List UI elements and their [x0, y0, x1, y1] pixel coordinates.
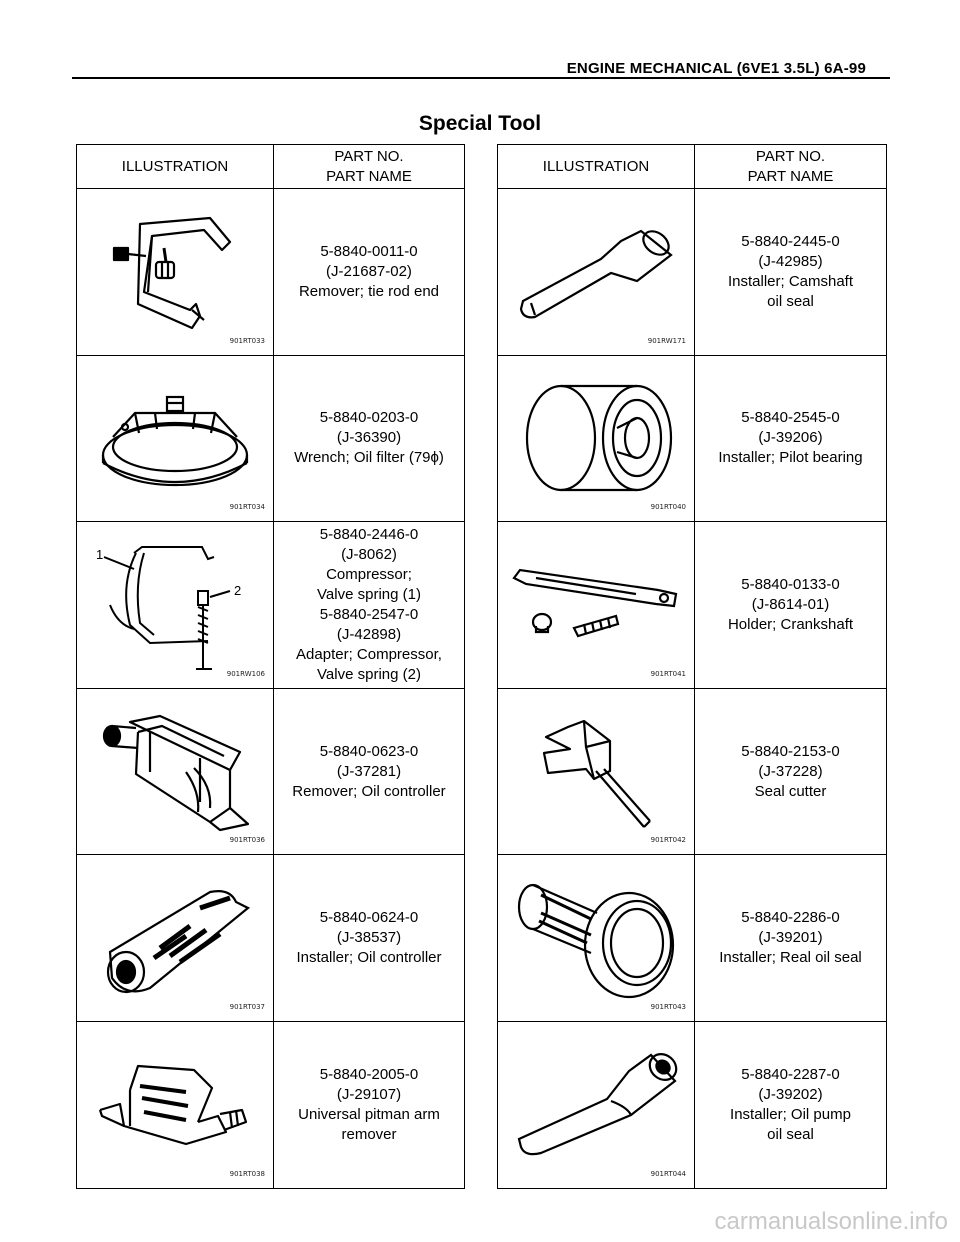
- part-info-cell: [695, 189, 887, 356]
- figure-code: 901RW171: [647, 336, 686, 345]
- table-row: [77, 355, 465, 522]
- rear-oil-seal-installer-illustration: [511, 873, 681, 1003]
- table-row: [77, 189, 465, 356]
- illustration-cell: [77, 355, 274, 522]
- part-name: Valve spring (1): [317, 585, 421, 603]
- header-rule: [72, 77, 890, 79]
- tool-number: (J-37228): [758, 762, 823, 780]
- illustration-cell: [498, 355, 695, 522]
- table-header-row: [77, 145, 465, 189]
- tool-number: (J-37281): [336, 762, 402, 780]
- figure-code: 901RT042: [650, 836, 686, 845]
- figure-code: 901RT043: [650, 1002, 686, 1011]
- tool-number: (J-39201): [758, 929, 823, 947]
- part-name: Compressor;: [326, 565, 412, 583]
- part-info-cell: [695, 855, 887, 1022]
- pilot-bearing-installer-illustration: [511, 378, 681, 498]
- tool-number: (J-8614-01): [751, 595, 830, 613]
- illustration-cell: [77, 1021, 274, 1188]
- figure-code: 901RT038: [229, 1169, 265, 1178]
- part-number: 5-8840-2005-0: [319, 1065, 419, 1083]
- part-info-cell: [695, 522, 887, 689]
- part-number: 5-8840-0011-0: [320, 242, 418, 260]
- figure-code: 901RT033: [229, 336, 265, 345]
- table-row: [498, 355, 887, 522]
- table-row: [77, 688, 465, 855]
- watermark: carmanualsonline.info: [714, 1208, 948, 1235]
- illustration-cell: [77, 189, 274, 356]
- part-info-cell: [274, 688, 465, 855]
- tool-number: (J-36390): [336, 429, 402, 447]
- part-name: Installer; Oil controller: [296, 949, 442, 967]
- camshaft-seal-installer-illustration: [511, 217, 681, 327]
- part-info-cell: [695, 355, 887, 522]
- tool-number: (J-39206): [758, 429, 823, 447]
- part-name: Installer; Camshaft: [727, 272, 854, 290]
- part-number: 5-8840-2446-0: [319, 525, 419, 543]
- table-header-row: [498, 145, 887, 189]
- tool-number: (J-8062): [341, 545, 397, 563]
- table-row: [498, 855, 887, 1022]
- part-name: oil seal: [767, 1125, 814, 1143]
- part-number: 5-8840-2445-0: [741, 232, 840, 250]
- figure-code: 901RT041: [650, 669, 686, 678]
- part-number: 5-8840-2287-0: [741, 1065, 840, 1083]
- oil-pump-seal-installer-illustration: [511, 1045, 681, 1165]
- part-header: [695, 145, 887, 189]
- part-name-header: PART NAME: [747, 167, 834, 185]
- figure-code: 901RT044: [650, 1169, 686, 1178]
- table-row: [498, 688, 887, 855]
- part-name: Remover; tie rod end: [298, 282, 440, 300]
- part-number: 5-8840-2547-0: [319, 605, 419, 623]
- oil-controller-remover-illustration: [90, 712, 260, 832]
- part-name: Universal pitman arm: [298, 1105, 440, 1123]
- table-row: [498, 189, 887, 356]
- tie-rod-end-remover-illustration: [100, 212, 250, 332]
- illustration-cell: [77, 855, 274, 1022]
- tool-number: (J-39202): [758, 1085, 823, 1103]
- part-number: 5-8840-2153-0: [741, 742, 840, 760]
- part-info-cell: [274, 189, 465, 356]
- illustration-cell: [77, 688, 274, 855]
- part-header: [274, 145, 465, 189]
- callout-2: 2: [234, 582, 242, 598]
- part-number: 5-8840-0133-0: [741, 575, 840, 593]
- figure-code: 901RT034: [229, 503, 265, 512]
- part-name: Adapter; Compressor,: [296, 645, 442, 663]
- table-row: [77, 1021, 465, 1188]
- part-name: oil seal: [767, 292, 814, 310]
- tool-number: (J-38537): [336, 929, 402, 947]
- part-name: Holder; Crankshaft: [727, 615, 854, 633]
- part-info-cell: [695, 1021, 887, 1188]
- callout-1: 1: [96, 546, 104, 562]
- part-number: 5-8840-2286-0: [741, 909, 840, 927]
- part-info-cell: [274, 522, 465, 689]
- part-info-cell: [274, 355, 465, 522]
- part-name: Installer; Real oil seal: [719, 949, 862, 967]
- illustration-cell: [498, 688, 695, 855]
- part-name: Valve spring (2): [317, 665, 421, 683]
- part-name: Wrench; Oil filter (79ϕ): [294, 449, 444, 467]
- part-number: 5-8840-0624-0: [319, 909, 419, 927]
- part-name: Installer; Oil pump: [730, 1105, 851, 1123]
- table-row: [498, 1021, 887, 1188]
- running-header: ENGINE MECHANICAL (6VE1 3.5L) 6A-99: [566, 60, 866, 77]
- part-info-cell: [274, 855, 465, 1022]
- oil-filter-wrench-illustration: [95, 383, 255, 493]
- illustration-cell: [498, 1021, 695, 1188]
- table-row: [498, 522, 887, 689]
- illustration-cell: [498, 522, 695, 689]
- pitman-arm-remover-illustration: [90, 1050, 260, 1160]
- part-number: 5-8840-0623-0: [319, 742, 419, 760]
- part-name: remover: [341, 1125, 397, 1143]
- part-no-header: PART NO.: [334, 147, 404, 165]
- illustration-header: ILLUSTRATION: [498, 145, 695, 189]
- special-tool-table-left: [76, 144, 465, 1189]
- illustration-header: ILLUSTRATION: [77, 145, 274, 189]
- figure-code: 901RT040: [650, 503, 686, 512]
- crankshaft-holder-illustration: [506, 550, 686, 660]
- part-info-cell: [274, 1021, 465, 1188]
- part-number: 5-8840-0203-0: [319, 409, 419, 427]
- table-row: [77, 522, 465, 689]
- tool-number: (J-42898): [336, 625, 402, 643]
- oil-controller-installer-illustration: [90, 878, 260, 998]
- part-no-header: PART NO.: [755, 147, 826, 165]
- illustration-cell: [498, 855, 695, 1022]
- figure-code: 901RW106: [226, 669, 265, 678]
- illustration-cell: [77, 522, 274, 689]
- part-info-cell: [695, 688, 887, 855]
- figure-code: 901RT037: [229, 1002, 265, 1011]
- tool-number: (J-42985): [758, 252, 823, 270]
- tool-number: (J-21687-02): [326, 262, 412, 280]
- part-number: 5-8840-2545-0: [741, 409, 840, 427]
- part-name: Remover; Oil controller: [292, 782, 446, 800]
- illustration-cell: [498, 189, 695, 356]
- part-name: Seal cutter: [754, 782, 827, 800]
- special-tool-table-right: [497, 144, 887, 1189]
- part-name-header: PART NAME: [326, 167, 412, 185]
- tool-number: (J-29107): [336, 1085, 402, 1103]
- table-row: [77, 855, 465, 1022]
- page-title: Special Tool: [418, 112, 542, 135]
- part-name: Installer; Pilot bearing: [718, 449, 863, 467]
- valve-spring-compressor-illustration: [90, 535, 260, 675]
- seal-cutter-illustration: [526, 707, 666, 837]
- figure-code: 901RT036: [229, 836, 265, 845]
